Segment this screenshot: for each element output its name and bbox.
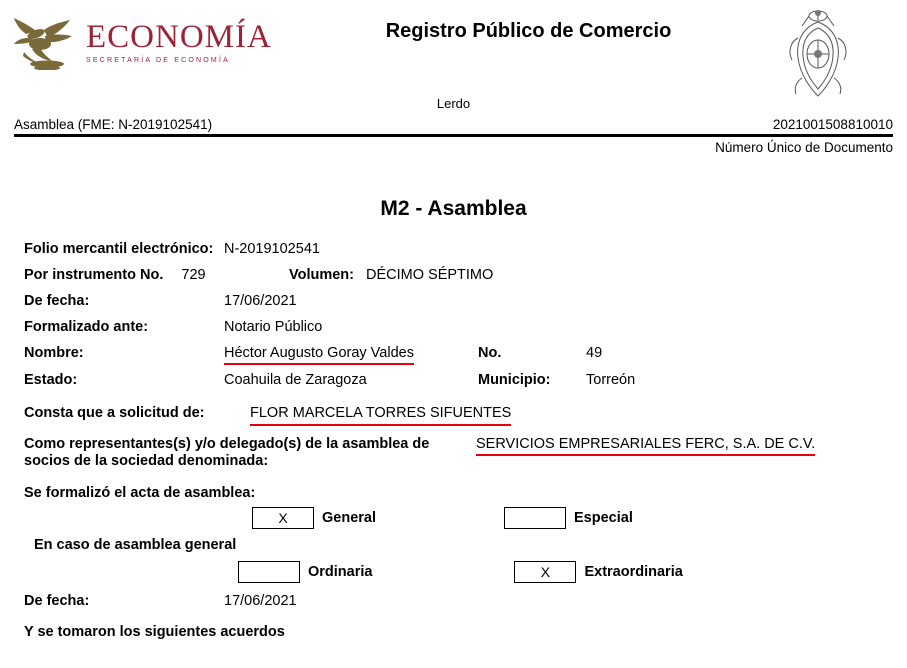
crest-block <box>743 8 893 100</box>
checkbox-extraordinaria-label: Extraordinaria <box>584 563 683 580</box>
volumen-value: DÉCIMO SÉPTIMO <box>366 267 494 283</box>
nombre-value-wrap <box>224 345 456 365</box>
municipio-label: Municipio: <box>478 372 551 389</box>
checkbox-ordinaria-label: Ordinaria <box>308 563 373 580</box>
checkbox-general[interactable]: X <box>252 507 314 529</box>
unique-document-number: 2021001508810010 <box>772 117 893 132</box>
form-fields <box>0 241 907 640</box>
document-header <box>0 0 907 92</box>
nombre-label: Nombre: <box>24 345 84 361</box>
no-value: 49 <box>586 345 603 361</box>
state-crest-icon <box>772 8 864 100</box>
acta-general-note: En caso de asamblea general <box>34 536 237 553</box>
estado-label: Estado: <box>24 372 78 389</box>
brand-subtitle: SECRETARÍA DE ECONOMÍA <box>86 57 230 65</box>
checkbox-ordinaria[interactable] <box>238 561 300 583</box>
acta-general-type-row <box>24 561 893 583</box>
volumen-label: Volumen: <box>289 267 354 283</box>
acta-fecha-label: De fecha: <box>24 592 90 609</box>
checkbox-general-label: General <box>322 509 376 526</box>
representantes-label: Como representantes(s) y/o delegado(s) de la asamblea de socios de la sociedad denominada: <box>24 435 430 470</box>
office-name: Lerdo <box>436 96 471 111</box>
checkbox-extraordinaria[interactable]: X <box>514 561 576 583</box>
acuerdos-label: Y se tomaron los siguientes acuerdos <box>24 623 285 640</box>
brand-name: ECONOMÍA <box>86 18 272 55</box>
folio-value: N-2019102541 <box>224 241 320 257</box>
folio-label: Folio mercantil electrónico: <box>24 241 214 257</box>
no-label: No. <box>478 345 502 361</box>
wordmark <box>86 20 272 65</box>
consta-label: Consta que a solicitud de: <box>24 405 205 422</box>
unique-document-number-caption: Número Único de Documento <box>715 140 893 155</box>
formalizado-value: Notario Público <box>224 319 323 335</box>
acta-section-label: Se formalizó el acta de asamblea: <box>24 484 256 501</box>
field-row-consta <box>24 405 893 425</box>
consta-value: FLOR MARCELA TORRES SIFUENTES <box>250 405 511 425</box>
fecha-value: 17/06/2021 <box>224 293 297 309</box>
field-row-acta-fecha <box>24 593 893 612</box>
field-row-representantes <box>24 436 893 471</box>
logo-block <box>14 8 314 70</box>
field-row-instrumento <box>24 267 893 286</box>
fecha-label: De fecha: <box>24 293 90 309</box>
checkbox-especial[interactable] <box>504 507 566 529</box>
checkbox-especial-label: Especial <box>574 509 633 526</box>
form-title: M2 - Asamblea <box>380 197 527 220</box>
representantes-value-wrap <box>456 436 815 456</box>
instrumento-label-text: Por instrumento No. <box>24 267 164 283</box>
municipio-value: Torreón <box>586 372 636 389</box>
representantes-value: SERVICIOS EMPRESARIALES FERC, S.A. DE C.V. <box>476 436 815 456</box>
title-block <box>314 8 743 45</box>
field-row-nombre <box>24 345 893 365</box>
assembly-fme-id: Asamblea (FME: N-2019102541) <box>14 117 213 132</box>
formalizado-label: Formalizado ante: <box>24 319 149 335</box>
identifier-row <box>0 117 907 134</box>
nombre-value: Héctor Augusto Goray Valdes <box>224 345 414 365</box>
field-row-estado <box>24 372 893 391</box>
mexican-eagle-icon <box>14 14 80 70</box>
instrumento-value: 729 <box>181 267 206 283</box>
page-title: Registro Público de Comercio <box>385 20 672 42</box>
field-row-fecha <box>24 293 893 312</box>
estado-value: Coahuila de Zaragoza <box>224 372 367 389</box>
consta-value-wrap <box>224 405 511 425</box>
acta-fecha-value: 17/06/2021 <box>224 592 297 609</box>
field-row-formalizado <box>24 319 893 338</box>
field-row-folio <box>24 241 893 260</box>
acta-type-row <box>24 507 893 529</box>
instrumento-label <box>24 267 224 283</box>
